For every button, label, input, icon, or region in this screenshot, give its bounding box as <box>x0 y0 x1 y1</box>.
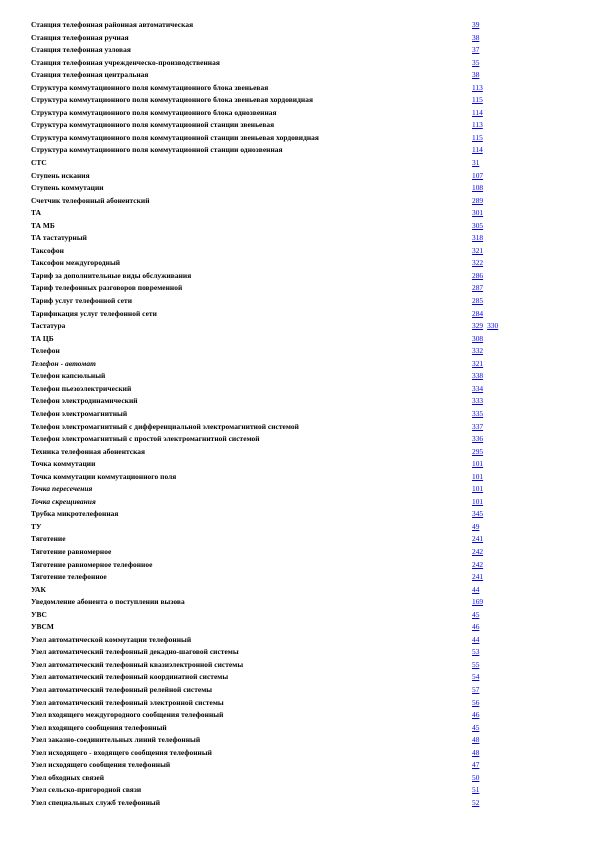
page-refs <box>472 358 487 371</box>
page-link[interactable]: 45 <box>472 722 480 732</box>
index-entry <box>0 295 595 308</box>
index-term: Таксофон междугородный <box>31 258 121 268</box>
page-link[interactable]: 322 <box>472 258 484 268</box>
index-entry <box>0 508 595 521</box>
index-term: Телефон - автомат <box>31 358 96 368</box>
page-link[interactable]: 241 <box>472 534 484 544</box>
page-link[interactable]: 39 <box>472 20 480 29</box>
index-term: Уведомление абонента о поступлении вызова <box>31 597 185 607</box>
page-refs <box>472 144 487 157</box>
index-term: Тяготение равномерное телефонное <box>31 559 153 569</box>
index-term: Телефон <box>31 346 60 356</box>
page-refs <box>472 421 487 434</box>
index-term: Структура коммутационного поля коммутационного блока звеньевая хордовидная <box>31 95 313 105</box>
page-refs <box>472 759 483 772</box>
index-entry <box>0 358 595 371</box>
page-link[interactable]: 305 <box>472 220 484 230</box>
page-link[interactable]: 48 <box>472 747 480 757</box>
index-entry <box>0 308 595 321</box>
index-entry <box>0 144 595 157</box>
page-link[interactable]: 46 <box>472 710 480 720</box>
index-entry <box>0 69 595 82</box>
page-refs <box>472 44 483 57</box>
page-refs <box>472 220 487 233</box>
index-term: Счетчик телефонный абонентский <box>31 195 150 205</box>
page-refs <box>472 320 502 333</box>
index-term: ТА <box>31 208 41 218</box>
index-term: Точка пересечения <box>31 484 93 494</box>
index-entry <box>0 584 595 597</box>
page-refs <box>472 433 487 446</box>
index-term: Узел исходящего - входящего сообщения телефонный <box>31 747 212 757</box>
page-refs <box>472 207 487 220</box>
page-link[interactable]: 285 <box>472 296 484 306</box>
page-refs <box>472 546 487 559</box>
page-refs <box>472 308 487 321</box>
page-refs <box>472 772 483 785</box>
page-link[interactable]: 287 <box>472 283 484 293</box>
index-term: ТА ЦБ <box>31 333 54 343</box>
page-link[interactable]: 54 <box>472 672 480 682</box>
page-refs <box>472 571 487 584</box>
index-term: Точка коммутации <box>31 459 96 469</box>
index-entry <box>0 370 595 383</box>
index-entry <box>0 245 595 258</box>
page-refs <box>472 170 487 183</box>
page-link[interactable]: 169 <box>472 597 484 607</box>
index-term: Структура коммутационного поля коммутационного блока однозвенная <box>31 107 277 117</box>
index-entry <box>0 684 595 697</box>
index-term: Станция телефонная центральная <box>31 70 149 80</box>
page-link[interactable]: 108 <box>472 183 484 193</box>
index-term: ТА МБ <box>31 220 55 230</box>
index-entry <box>0 571 595 584</box>
index-entry <box>0 32 595 45</box>
index-entry <box>0 772 595 785</box>
page-refs <box>472 182 487 195</box>
page-link[interactable]: 301 <box>472 208 484 218</box>
page-refs <box>472 709 483 722</box>
index-term: Узел специальных служб телефонный <box>31 797 161 807</box>
index-term: Узел автоматический телефонный электронной системы <box>31 697 224 707</box>
index-term: Тяготение <box>31 534 66 544</box>
index-entry <box>0 345 595 358</box>
index-entry <box>0 107 595 120</box>
page-refs <box>472 722 483 735</box>
index-entry <box>0 383 595 396</box>
index-term: Структура коммутационного поля коммутационного блока звеньевая <box>31 82 269 92</box>
page-link[interactable]: 114 <box>472 145 483 155</box>
page-link[interactable]: 35 <box>472 57 480 67</box>
index-entry <box>0 170 595 183</box>
page-refs <box>472 245 487 258</box>
page-link[interactable]: 55 <box>472 659 480 669</box>
page-link[interactable]: 107 <box>472 170 484 180</box>
index-entry <box>0 596 595 609</box>
index-entry <box>0 784 595 797</box>
index-term: Тастатура <box>31 321 66 331</box>
page-link[interactable]: 101 <box>472 496 484 506</box>
terms-index <box>0 19 595 809</box>
index-term: Узел входящего сообщения телефонный <box>31 722 167 732</box>
page-refs <box>472 797 483 810</box>
index-term: Телефон электромагнитный <box>31 408 128 418</box>
index-term: Тариф за дополнительные виды обслуживания <box>31 270 192 280</box>
page-link[interactable]: 53 <box>472 647 480 657</box>
page-refs <box>472 584 483 597</box>
index-term: Узел автоматический телефонный квазиэлектронной системы <box>31 659 244 669</box>
index-entry <box>0 722 595 735</box>
page-link[interactable]: 101 <box>472 471 484 481</box>
page-refs <box>472 471 487 484</box>
index-entry <box>0 57 595 70</box>
page-refs <box>472 646 483 659</box>
index-entry <box>0 797 595 810</box>
index-term: Ступень искания <box>31 170 90 180</box>
index-term: Тарификация услуг телефонной сети <box>31 308 157 318</box>
index-term: Тяготение телефонное <box>31 572 107 582</box>
page-refs <box>472 345 487 358</box>
index-entry <box>0 458 595 471</box>
page-link[interactable]: 336 <box>472 434 484 444</box>
page-link[interactable]: 329 <box>472 321 484 331</box>
page-link[interactable]: 44 <box>472 634 480 644</box>
page-refs <box>472 333 487 346</box>
index-term: Ступень коммутации <box>31 183 104 193</box>
index-term: Станция телефонная ручная <box>31 32 129 42</box>
page-link[interactable]: 46 <box>472 622 480 632</box>
index-entry <box>0 408 595 421</box>
page-link[interactable]: 338 <box>472 371 484 381</box>
page-link[interactable]: 345 <box>472 509 484 519</box>
page-link[interactable]: 45 <box>472 609 480 619</box>
page-link[interactable]: 101 <box>472 459 484 469</box>
index-entry <box>0 521 595 534</box>
index-term: Узел автоматический телефонный релейной системы <box>31 684 213 694</box>
index-term: Станция телефонная узловая <box>31 45 131 55</box>
page-link[interactable]: 242 <box>472 546 484 556</box>
index-entry <box>0 19 595 32</box>
page-refs <box>472 559 487 572</box>
page-refs <box>472 57 483 70</box>
index-term: УАК <box>31 584 46 594</box>
index-entry <box>0 433 595 446</box>
page-link[interactable]: 49 <box>472 521 480 531</box>
page-link[interactable]: 31 <box>472 158 480 168</box>
index-entry <box>0 207 595 220</box>
page-refs <box>472 533 487 546</box>
index-entry <box>0 559 595 572</box>
page-link[interactable]: 113 <box>472 120 483 130</box>
page-link[interactable]: 337 <box>472 421 484 431</box>
page-link[interactable]: 101 <box>472 484 484 494</box>
index-entry <box>0 132 595 145</box>
index-entry <box>0 697 595 710</box>
index-term: СТС <box>31 158 47 168</box>
page-link[interactable]: 284 <box>472 308 484 318</box>
page-link[interactable]: 334 <box>472 383 484 393</box>
page-refs <box>472 609 483 622</box>
page-link[interactable]: 321 <box>472 358 484 368</box>
index-entry <box>0 734 595 747</box>
page-refs <box>472 69 483 82</box>
index-entry <box>0 44 595 57</box>
index-term: Структура коммутационного поля коммутационной станции звеньевая <box>31 120 275 130</box>
page-link[interactable]: 115 <box>472 95 483 105</box>
page-refs <box>472 734 483 747</box>
page-refs <box>472 370 487 383</box>
page-link[interactable]: 113 <box>472 82 483 92</box>
index-entry <box>0 320 595 333</box>
index-term: Тариф телефонных разговоров повременной <box>31 283 183 293</box>
index-term: УВС <box>31 609 47 619</box>
index-term: Узел входящего междугородного сообщения телефонный <box>31 710 224 720</box>
index-term: Тариф услуг телефонной сети <box>31 296 133 306</box>
index-term: Телефон электромагнитный с простой электромагнитной системой <box>31 434 260 444</box>
index-entry <box>0 257 595 270</box>
page-refs <box>472 659 483 672</box>
index-term: Узел автоматический телефонный декадно-шаговой системы <box>31 647 239 657</box>
index-entry <box>0 94 595 107</box>
page-link[interactable]: 321 <box>472 245 484 255</box>
index-entry <box>0 609 595 622</box>
page-link[interactable]: 242 <box>472 559 484 569</box>
index-entry <box>0 646 595 659</box>
page-link[interactable]: 51 <box>472 785 480 795</box>
index-entry <box>0 634 595 647</box>
index-term: Тяготение равномерное <box>31 546 112 556</box>
index-term: Телефон электродинамический <box>31 396 138 406</box>
page-link[interactable]: 318 <box>472 233 484 243</box>
index-term: Узел заказно-соединительных линий телефонный <box>31 735 201 745</box>
page-refs <box>472 232 487 245</box>
index-term: УВСМ <box>31 622 54 632</box>
page-refs <box>472 621 483 634</box>
index-entry <box>0 533 595 546</box>
index-term: ТУ <box>31 521 42 531</box>
index-entry <box>0 195 595 208</box>
page-refs <box>472 383 487 396</box>
page-refs <box>472 119 487 132</box>
page-refs <box>472 82 487 95</box>
index-entry <box>0 270 595 283</box>
index-entry <box>0 483 595 496</box>
page-link[interactable]: 114 <box>472 107 483 117</box>
index-term: Телефон капсюльный <box>31 371 106 381</box>
index-entry <box>0 232 595 245</box>
index-entry <box>0 671 595 684</box>
index-entry <box>0 282 595 295</box>
index-entry <box>0 157 595 170</box>
page-link[interactable]: 47 <box>472 760 480 770</box>
index-term: ТА тастатурный <box>31 233 87 243</box>
index-entry <box>0 747 595 760</box>
index-entry <box>0 220 595 233</box>
index-entry <box>0 471 595 484</box>
index-entry <box>0 82 595 95</box>
index-term: Телефон электромагнитный с дифференциальной электромагнитной системой <box>31 421 299 431</box>
page-link[interactable]: 115 <box>472 132 483 142</box>
page-refs <box>472 446 487 459</box>
index-entry <box>0 759 595 772</box>
index-term: Узел исходящего сообщения телефонный <box>31 760 171 770</box>
index-term: Трубка микротелефонная <box>31 509 119 519</box>
page-refs <box>472 784 483 797</box>
page-link[interactable]: 332 <box>472 346 484 356</box>
page-refs <box>472 107 487 120</box>
page-refs <box>472 94 487 107</box>
index-term: Станция телефонная учрежденческо-производственная <box>31 57 220 67</box>
page-refs <box>472 697 483 710</box>
page-refs <box>472 747 483 760</box>
index-term: Станция телефонная районная автоматическая <box>31 20 194 29</box>
page-link[interactable]: 52 <box>472 797 480 807</box>
index-entry <box>0 182 595 195</box>
page-link[interactable]: 289 <box>472 195 484 205</box>
page-refs <box>472 32 483 45</box>
page-link[interactable]: 44 <box>472 584 480 594</box>
page-link[interactable]: 241 <box>472 572 484 582</box>
page-refs <box>472 257 487 270</box>
page-refs <box>472 684 483 697</box>
page-link[interactable]: 50 <box>472 772 480 782</box>
page-refs <box>472 132 487 145</box>
page-refs <box>472 596 487 609</box>
page-refs <box>472 270 487 283</box>
page-link[interactable]: 308 <box>472 333 484 343</box>
page-refs <box>472 408 487 421</box>
index-term: Телефон пьезоэлектрический <box>31 383 132 393</box>
index-term: Точка коммутации коммутационного поля <box>31 471 177 481</box>
index-term: Техника телефонная абонентская <box>31 446 146 456</box>
page-link[interactable]: 57 <box>472 684 480 694</box>
page-refs <box>472 19 483 32</box>
index-term: Узел автоматический телефонный координатной системы <box>31 672 229 682</box>
index-term: Узел автоматической коммутации телефонный <box>31 634 192 644</box>
page-link[interactable]: 48 <box>472 735 480 745</box>
page-refs <box>472 483 487 496</box>
page-link[interactable]: 330 <box>487 321 499 331</box>
page-refs <box>472 458 487 471</box>
page-refs <box>472 295 487 308</box>
page-link[interactable]: 333 <box>472 396 484 406</box>
index-term: Узел сельско-пригородной связи <box>31 785 142 795</box>
index-entry <box>0 333 595 346</box>
page-refs <box>472 634 483 647</box>
index-term: Таксофон <box>31 245 64 255</box>
page-link[interactable]: 38 <box>472 32 480 42</box>
index-term: Структура коммутационного поля коммутационной станции однозвенная <box>31 145 283 155</box>
index-entry <box>0 621 595 634</box>
page-refs <box>472 157 483 170</box>
page-refs <box>472 395 487 408</box>
index-entry <box>0 546 595 559</box>
page-link[interactable]: 56 <box>472 697 480 707</box>
index-entry <box>0 659 595 672</box>
index-term: Точка скрещивания <box>31 496 96 506</box>
page-link[interactable]: 295 <box>472 446 484 456</box>
index-entry <box>0 421 595 434</box>
index-entry <box>0 446 595 459</box>
page-link[interactable]: 37 <box>472 45 480 55</box>
page-refs <box>472 508 487 521</box>
page-link[interactable]: 38 <box>472 70 480 80</box>
page-refs <box>472 521 483 534</box>
index-entry <box>0 709 595 722</box>
index-entry <box>0 395 595 408</box>
page-refs <box>472 282 487 295</box>
page-link[interactable]: 286 <box>472 270 484 280</box>
index-term: Структура коммутационного поля коммутационной станции звеньевая хордовидная <box>31 132 319 142</box>
page-refs <box>472 671 483 684</box>
page-refs <box>472 195 487 208</box>
index-entry <box>0 496 595 509</box>
page-link[interactable]: 335 <box>472 408 484 418</box>
page-refs <box>472 496 487 509</box>
index-entry <box>0 119 595 132</box>
index-term: Узел обходных связей <box>31 772 105 782</box>
